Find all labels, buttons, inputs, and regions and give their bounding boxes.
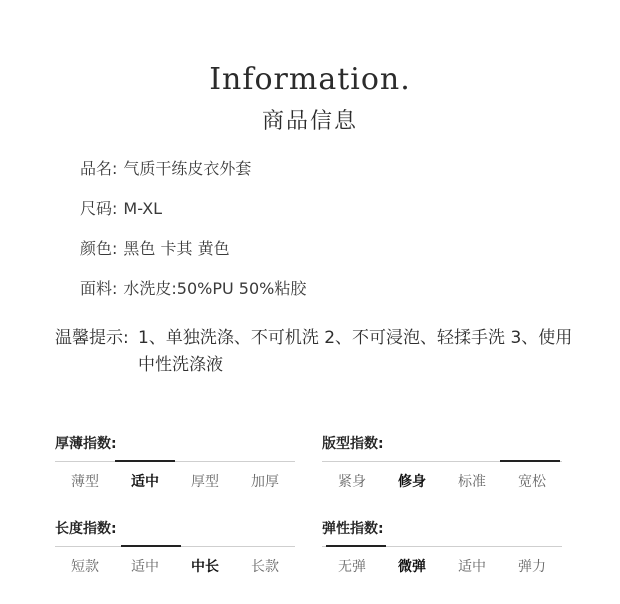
index-selected-marker	[326, 545, 386, 547]
info-row-name	[80, 156, 251, 179]
index-option-selected: 微弹	[398, 559, 426, 575]
index-option: 长款	[251, 559, 279, 575]
index-option: 适中	[458, 559, 486, 575]
info-label: 品名:	[80, 159, 118, 178]
info-label: 颜色:	[80, 239, 118, 258]
care-tip-text: 1、单独洗涤、不可机洗 2、不可浸泡、轻揉手洗 3、使用中性洗涤液	[138, 328, 573, 375]
index-option: 弹力	[518, 559, 546, 575]
index-option: 薄型	[71, 474, 99, 490]
index-option-selected: 中长	[191, 559, 219, 575]
index-option: 短款	[71, 559, 99, 575]
info-value: 水洗皮:50%PU 50%粘胶	[123, 279, 307, 298]
index-option-selected: 修身	[398, 474, 426, 490]
index-scale-line	[55, 461, 295, 462]
index-selected-marker	[500, 460, 560, 462]
info-value: 气质干练皮衣外套	[123, 159, 252, 178]
index-title: 长度指数:	[55, 521, 117, 537]
index-option: 适中	[131, 559, 159, 575]
index-title: 弹性指数:	[322, 521, 384, 537]
index-option-selected: 适中	[131, 474, 159, 490]
info-row-color	[80, 236, 230, 259]
index-title: 版型指数:	[322, 436, 384, 452]
info-label: 面料:	[80, 279, 118, 298]
index-option: 紧身	[338, 474, 366, 490]
title-english: Information.	[209, 62, 411, 97]
index-option: 标准	[458, 474, 486, 490]
index-option: 厚型	[191, 474, 219, 490]
index-selected-marker	[121, 545, 181, 547]
index-title: 厚薄指数:	[55, 436, 117, 452]
info-value: 黑色 卡其 黄色	[123, 239, 230, 258]
index-selected-marker	[115, 460, 175, 462]
info-row-fabric	[80, 276, 306, 299]
info-value: M-XL	[123, 199, 163, 218]
index-option: 无弹	[338, 559, 366, 575]
index-option: 宽松	[518, 474, 546, 490]
info-row-size	[80, 196, 162, 219]
info-label: 尺码:	[80, 199, 118, 218]
index-option: 加厚	[251, 474, 279, 490]
title-chinese: 商品信息	[261, 109, 358, 134]
care-tip-label: 温馨提示:	[55, 328, 129, 348]
